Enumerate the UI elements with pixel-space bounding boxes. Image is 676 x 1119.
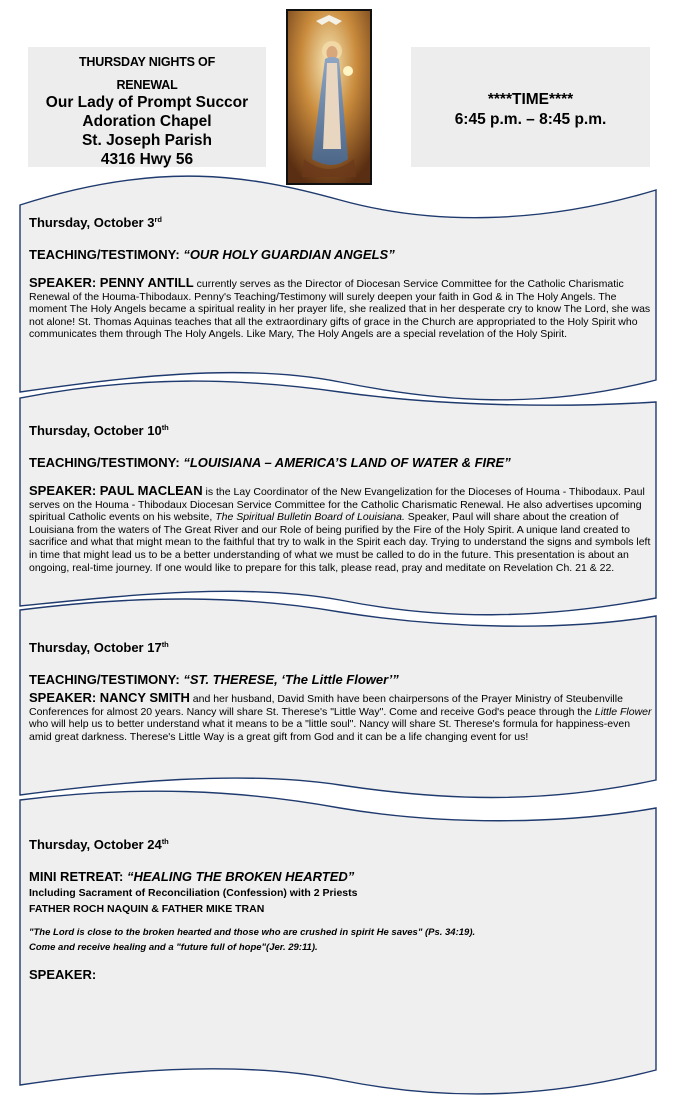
time-value: 6:45 p.m. – 8:45 p.m. <box>454 111 607 128</box>
teaching-heading: TEACHING/TESTIMONY: “OUR HOLY GUARDIAN ANGELS” <box>29 247 395 262</box>
event-date: Thursday, October 10th <box>29 423 169 438</box>
event-section-oct-24 <box>29 837 654 983</box>
event-section-oct-10 <box>29 423 654 574</box>
parish-address: 4316 Hwy 56 <box>100 151 194 168</box>
speaker-description: SPEAKER: NANCY SMITH and her husband, David Smith have been chairpersons of the Prayer Ministry of Steubenville Conferences for almost 20 years. Nancy will share St. Therese's "Little Way". Come and receive God's peace through the Little Flower who will help us to better understand what it means to be a "little soul". Nancy will share St. Therese's formula for happiness-even amid great darkness. Therese's Little Way is a great gift from God and it can be a life changing event for us! <box>29 690 652 743</box>
chapel-line-2: Adoration Chapel <box>82 113 212 130</box>
parish-name: St. Joseph Parish <box>81 132 213 149</box>
title-line-1: THURSDAY NIGHTS OF <box>79 55 215 69</box>
event-section-oct-3 <box>29 215 654 341</box>
scripture-quote: "The Lord is close to the broken hearted and those who are crushed in spirit He saves" (Ps. 34:19). <box>29 927 476 938</box>
event-date: Thursday, October 3rd <box>29 215 162 230</box>
healing-invitation: Come and receive healing and a "future full of hope"(Jer. 29:11). <box>29 942 318 953</box>
event-section-oct-17 <box>29 640 654 743</box>
teaching-heading: TEACHING/TESTIMONY: “LOUISIANA – AMERICA’S LAND OF WATER & FIRE” <box>29 455 511 470</box>
retreat-heading: MINI RETREAT: “HEALING THE BROKEN HEARTED” <box>29 869 355 884</box>
title-line-2: RENEWAL <box>116 78 178 92</box>
chapel-line-1: Our Lady of Prompt Succor <box>45 94 249 111</box>
teaching-heading: TEACHING/TESTIMONY: “ST. THERESE, ‘The Little Flower’” <box>29 672 399 687</box>
event-date: Thursday, October 24th <box>29 837 169 852</box>
speaker-label: SPEAKER: <box>29 967 97 982</box>
priests-names: FATHER ROCH NAQUIN & FATHER MIKE TRAN <box>29 903 265 915</box>
confession-note: Including Sacrament of Reconciliation (Confession) with 2 Priests <box>29 887 358 899</box>
speaker-description: SPEAKER: PAUL MACLEAN is the Lay Coordinator of the New Evangelization for the Dioceses of Houma - Thibodaux. Paul serves on the Houma - Thibodaux Diocesan Service Committee for the Catholic Charismatic Renewal. He also advertises upcoming spiritual Catholic events on his website, The Spiritual Bulletin Board of Louisiana. Speaker, Paul will share about the creation of Louisiana from the waters of The Great River and our Role of being purified by the Fire of the Holy Spirit. A unique land created to sacrifice and what that might mean to the faithful that try to walk in the Spirit each day. Trying to understand the signs and symbols left in time that might lead us to be a better understanding of what we must be called to do in the future. This presentation is about an ongoing, real-time journey. If one would like to prepare for this talk, please read, pray and meditate on Revelation Ch. 21 & 22. <box>29 483 651 574</box>
time-label: ****TIME**** <box>487 91 574 108</box>
speaker-description: SPEAKER: PENNY ANTILL currently serves as the Director of Diocesan Service Committee for the Catholic Charismatic Renewal of the Houma-Thibodaux. Penny's Teaching/Testimony will surely deepen your faith in God & in The Holy Angels. The moment The Holy Angels became a spiritual reality in her prayer life, she realized that in her desperate cry to know The Lord, she was not alone! St. Thomas Aquinas teaches that all the extraordinary gifts of grace in the Church are appropriated to the Holy Spirit who communicates them through The Holy Angels. Like Mary, The Holy Angels are a special revelation of the Holy Spirit. <box>29 275 651 341</box>
event-date: Thursday, October 17th <box>29 640 169 655</box>
